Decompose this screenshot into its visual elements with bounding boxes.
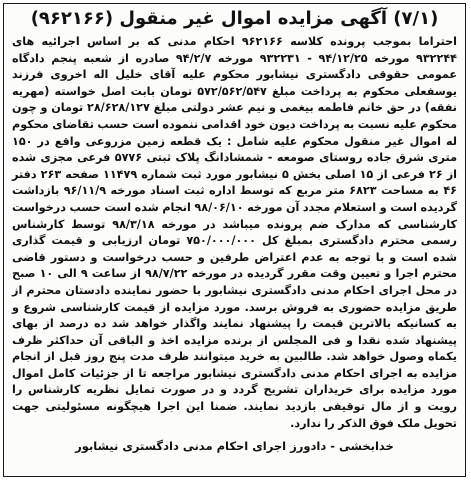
notice-body-text: احتراما بموجب پرونده کلاسه ۹۶۲۱۶۶ احکام مدنی که بر اساس اجرائیه های ۹۳۲۲۴۴ مورخه ۹۴/۱۲/۲۵ - ۹۳۲۲۳۱ مورخه ۹۴/۲/۷ صادره از شعبه پنجم دادگاه عمومی حقوقی دادگستری نیشابور محکوم علیه آقای خلیل اله اخروی فرزند یوسفعلی محکوم به پرداخت مبلغ ۵۷۲/۵۶۲/۵۴۷ تومان بابت اصل خواسته (مهریه نفقه) در حق خانم فاطمه بیغمی و نیم عشر دولتی مبلغ ۲۸/۶۲۸/۱۲۷ تومان و چون محکوم علیه نسبت به پرداخت دیون خود اقدامی ننموده است حسب تقاضای محکوم له اموال غیر منقول محکوم علیه شامل : یک قطعه زمین مزروعی واقع در ۱۵۰ متری شرق جاده روستای صومعه - شمشادانگ پلاک ثبتی ۵۷۷۶ فرعی مجزی شده از ۲۶ فرعی از ۱۵ اصلی بخش ۵ نیشابور مورد ثبت شماره ۱۱۴۷۹ صفحه ۲۶۳ دفتر ۴۶ به مساحت ۶۸۲۳ متر مربع که توسط اداره ثبت اسناد مورخه ۹۶/۱۱/۹ بازداشت گردیده است و استعلام مجدد آن مورخه ۹۸/۰۶/۱۰ انجام شده است حسب درخواست کارشناسی که مدارک ضم پرونده میباشد در مورخه ۹۸/۳/۱۸ توسط کارشناس رسمی محترم دادگستری بمبلغ کل ۷۵۰/۰۰۰/۰۰۰ تومان ارزیابی و قیمت گذاری شده است و با توجه به عدم اعتراض طرفین و حسب درخواست و دستور قاضی محترم اجرا و تعیین وقت مقرر گردیده در مورخه ۹۸/۷/۲۲ از ساعت ۹ الی ۱۰ صبح در محل اجرای احکام مدنی دادگستری نیشابور با حضور نماینده دادستان محترم از طریق مزایده حضوری به فروش برسد. مورد مزایده از قیمت کارشناسی شروع و به کسانیکه بالاترین قیمت را پیشنهاد نمایند واگذار خواهد شد ده درصد از بهای پیشنهاد شده نقدا و فی المجلس از برنده مزایده اخذ و الباقی آن حداکثر ظرف یکماه وصول خواهد شد. طالبین به خرید میتوانند ظرف مدت پنج روز قبل از انجام مزایده به اجرای احکام مدنی دادگستری نیشابور مراجعه تا از جزئیات کامل اموال مورد مزایده برای خریداران تشریح گردد و در صورت تمایل نظریه کارشناس را رویت و از مال توقیفی بازدید نمایند. ضمنا این اجرا هیچگونه مسئولیتی جهت تحویل ملک فوق الذکر را ندارد. [12, 35, 458, 430]
notice-signature: خدابخشی - دادورز اجرای احکام مدنی دادگستری نیشابور [75, 439, 394, 454]
notice-title: (۷/۱) آگهی مزایده اموال غیر منقول (۹۶۲۱۶۶) [30, 8, 439, 29]
auction-notice [3, 3, 466, 477]
